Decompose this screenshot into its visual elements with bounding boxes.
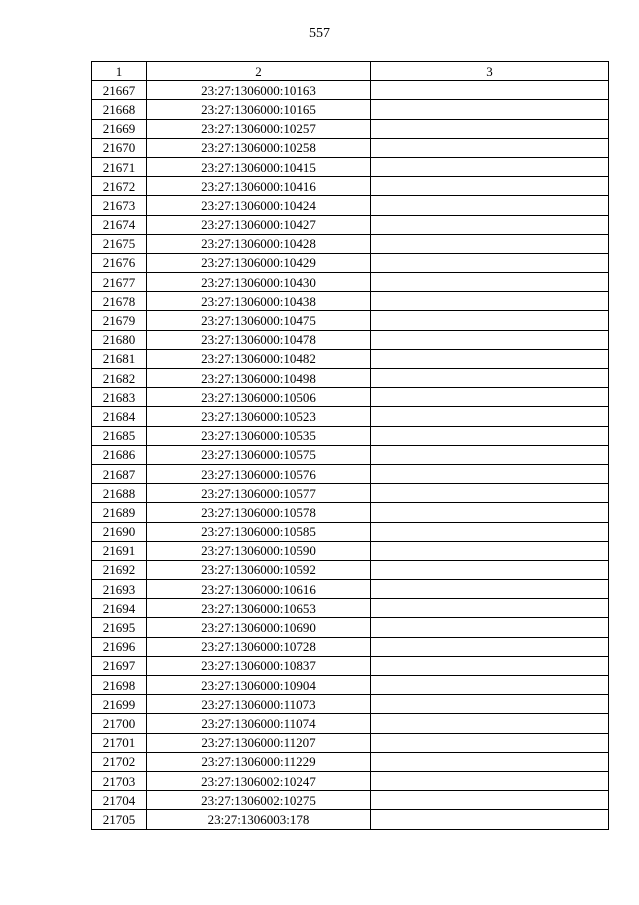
cadastral-number-cell: 23:27:1306000:10616 <box>147 580 371 599</box>
cadastral-number-cell: 23:27:1306000:10592 <box>147 560 371 579</box>
table-row <box>92 752 609 771</box>
cadastral-number-cell: 23:27:1306000:10575 <box>147 445 371 464</box>
cadastral-number-cell: 23:27:1306000:10498 <box>147 369 371 388</box>
empty-cell <box>371 714 609 733</box>
table-row <box>92 503 609 522</box>
table-row <box>92 369 609 388</box>
empty-cell <box>371 177 609 196</box>
table-row <box>92 273 609 292</box>
header-cell-1: 1 <box>92 62 147 81</box>
table-row <box>92 407 609 426</box>
row-number-cell: 21667 <box>92 81 147 100</box>
cadastral-number-cell: 23:27:1306000:10535 <box>147 426 371 445</box>
table-row <box>92 637 609 656</box>
empty-cell <box>371 695 609 714</box>
empty-cell <box>371 656 609 675</box>
table-row <box>92 215 609 234</box>
cadastral-number-cell: 23:27:1306000:10427 <box>147 215 371 234</box>
row-number-cell: 21673 <box>92 196 147 215</box>
cadastral-number-cell: 23:27:1306000:10506 <box>147 388 371 407</box>
table-row <box>92 388 609 407</box>
cadastral-number-cell: 23:27:1306002:10247 <box>147 771 371 790</box>
cadastral-number-cell: 23:27:1306000:10257 <box>147 119 371 138</box>
header-cell-2: 2 <box>147 62 371 81</box>
cadastral-number-cell: 23:27:1306000:10165 <box>147 100 371 119</box>
empty-cell <box>371 637 609 656</box>
empty-cell <box>371 157 609 176</box>
empty-cell <box>371 215 609 234</box>
row-number-cell: 21679 <box>92 311 147 330</box>
empty-cell <box>371 541 609 560</box>
row-number-cell: 21681 <box>92 349 147 368</box>
empty-cell <box>371 580 609 599</box>
row-number-cell: 21696 <box>92 637 147 656</box>
page-number: 557 <box>309 26 330 41</box>
row-number-cell: 21692 <box>92 560 147 579</box>
table-row <box>92 234 609 253</box>
row-number-cell: 21687 <box>92 464 147 483</box>
table-row <box>92 119 609 138</box>
empty-cell <box>371 311 609 330</box>
table-row <box>92 253 609 272</box>
row-number-cell: 21675 <box>92 234 147 253</box>
table-row <box>92 349 609 368</box>
cadastral-number-cell: 23:27:1306000:11073 <box>147 695 371 714</box>
row-number-cell: 21691 <box>92 541 147 560</box>
cadastral-number-cell: 23:27:1306000:10590 <box>147 541 371 560</box>
cadastral-number-cell: 23:27:1306000:11207 <box>147 733 371 752</box>
table-header <box>92 62 609 81</box>
cadastral-number-cell: 23:27:1306000:10576 <box>147 464 371 483</box>
table-row <box>92 100 609 119</box>
row-number-cell: 21704 <box>92 791 147 810</box>
empty-cell <box>371 599 609 618</box>
table-row <box>92 177 609 196</box>
empty-cell <box>371 388 609 407</box>
row-number-cell: 21678 <box>92 292 147 311</box>
row-number-cell: 21671 <box>92 157 147 176</box>
empty-cell <box>371 560 609 579</box>
empty-cell <box>371 234 609 253</box>
table-row <box>92 426 609 445</box>
row-number-cell: 21672 <box>92 177 147 196</box>
row-number-cell: 21699 <box>92 695 147 714</box>
row-number-cell: 21702 <box>92 752 147 771</box>
row-number-cell: 21688 <box>92 484 147 503</box>
cadastral-number-cell: 23:27:1306003:178 <box>147 810 371 829</box>
table-row <box>92 618 609 637</box>
cadastral-number-cell: 23:27:1306000:10478 <box>147 330 371 349</box>
row-number-cell: 21677 <box>92 273 147 292</box>
empty-cell <box>371 349 609 368</box>
row-number-cell: 21674 <box>92 215 147 234</box>
empty-cell <box>371 503 609 522</box>
cadastral-number-cell: 23:27:1306000:10578 <box>147 503 371 522</box>
cadastral-number-cell: 23:27:1306000:10690 <box>147 618 371 637</box>
empty-cell <box>371 676 609 695</box>
cadastral-number-cell: 23:27:1306000:10904 <box>147 676 371 695</box>
row-number-cell: 21701 <box>92 733 147 752</box>
row-number-cell: 21676 <box>92 253 147 272</box>
empty-cell <box>371 330 609 349</box>
table-body <box>92 81 609 829</box>
header-row <box>92 62 609 81</box>
row-number-cell: 21668 <box>92 100 147 119</box>
row-number-cell: 21680 <box>92 330 147 349</box>
table-row <box>92 810 609 829</box>
empty-cell <box>371 369 609 388</box>
table-row <box>92 292 609 311</box>
empty-cell <box>371 426 609 445</box>
row-number-cell: 21705 <box>92 810 147 829</box>
empty-cell <box>371 81 609 100</box>
row-number-cell: 21703 <box>92 771 147 790</box>
table-row <box>92 791 609 810</box>
cadastral-number-cell: 23:27:1306000:10415 <box>147 157 371 176</box>
table-row <box>92 484 609 503</box>
table-row <box>92 714 609 733</box>
table-row <box>92 464 609 483</box>
row-number-cell: 21686 <box>92 445 147 464</box>
cadastral-number-cell: 23:27:1306000:11074 <box>147 714 371 733</box>
cadastral-number-cell: 23:27:1306000:10577 <box>147 484 371 503</box>
table-row <box>92 656 609 675</box>
cadastral-number-cell: 23:27:1306000:10585 <box>147 522 371 541</box>
row-number-cell: 21669 <box>92 119 147 138</box>
cadastral-number-cell: 23:27:1306000:10653 <box>147 599 371 618</box>
table-row <box>92 599 609 618</box>
row-number-cell: 21697 <box>92 656 147 675</box>
table-row <box>92 733 609 752</box>
table-row <box>92 330 609 349</box>
empty-cell <box>371 464 609 483</box>
table-row <box>92 445 609 464</box>
row-number-cell: 21683 <box>92 388 147 407</box>
cadastral-number-cell: 23:27:1306000:10258 <box>147 138 371 157</box>
empty-cell <box>371 810 609 829</box>
empty-cell <box>371 752 609 771</box>
row-number-cell: 21695 <box>92 618 147 637</box>
table-row <box>92 580 609 599</box>
table-row <box>92 522 609 541</box>
row-number-cell: 21689 <box>92 503 147 522</box>
row-number-cell: 21682 <box>92 369 147 388</box>
cadastral-number-cell: 23:27:1306000:10424 <box>147 196 371 215</box>
empty-cell <box>371 771 609 790</box>
cadastral-number-cell: 23:27:1306000:10430 <box>147 273 371 292</box>
empty-cell <box>371 253 609 272</box>
table-row <box>92 695 609 714</box>
cadastral-number-cell: 23:27:1306002:10275 <box>147 791 371 810</box>
cadastral-number-cell: 23:27:1306000:10837 <box>147 656 371 675</box>
row-number-cell: 21690 <box>92 522 147 541</box>
row-number-cell: 21694 <box>92 599 147 618</box>
cadastral-number-cell: 23:27:1306000:10482 <box>147 349 371 368</box>
cadastral-number-cell: 23:27:1306000:10728 <box>147 637 371 656</box>
table-row <box>92 541 609 560</box>
table-row <box>92 311 609 330</box>
cadastral-number-cell: 23:27:1306000:10475 <box>147 311 371 330</box>
empty-cell <box>371 618 609 637</box>
table-row <box>92 771 609 790</box>
empty-cell <box>371 292 609 311</box>
table-row <box>92 138 609 157</box>
table-row <box>92 81 609 100</box>
table-row <box>92 560 609 579</box>
table-row <box>92 157 609 176</box>
row-number-cell: 21684 <box>92 407 147 426</box>
row-number-cell: 21693 <box>92 580 147 599</box>
empty-cell <box>371 791 609 810</box>
row-number-cell: 21685 <box>92 426 147 445</box>
table-row <box>92 676 609 695</box>
row-number-cell: 21700 <box>92 714 147 733</box>
cadastral-number-cell: 23:27:1306000:11229 <box>147 752 371 771</box>
row-number-cell: 21670 <box>92 138 147 157</box>
cadastral-number-cell: 23:27:1306000:10428 <box>147 234 371 253</box>
empty-cell <box>371 100 609 119</box>
cadastral-number-cell: 23:27:1306000:10438 <box>147 292 371 311</box>
empty-cell <box>371 522 609 541</box>
empty-cell <box>371 445 609 464</box>
empty-cell <box>371 138 609 157</box>
empty-cell <box>371 273 609 292</box>
empty-cell <box>371 119 609 138</box>
empty-cell <box>371 407 609 426</box>
cadastral-number-cell: 23:27:1306000:10416 <box>147 177 371 196</box>
empty-cell <box>371 733 609 752</box>
row-number-cell: 21698 <box>92 676 147 695</box>
header-cell-3: 3 <box>371 62 609 81</box>
cadastral-table <box>91 61 609 830</box>
empty-cell <box>371 484 609 503</box>
empty-cell <box>371 196 609 215</box>
cadastral-number-cell: 23:27:1306000:10163 <box>147 81 371 100</box>
cadastral-number-cell: 23:27:1306000:10429 <box>147 253 371 272</box>
table-row <box>92 196 609 215</box>
cadastral-number-cell: 23:27:1306000:10523 <box>147 407 371 426</box>
